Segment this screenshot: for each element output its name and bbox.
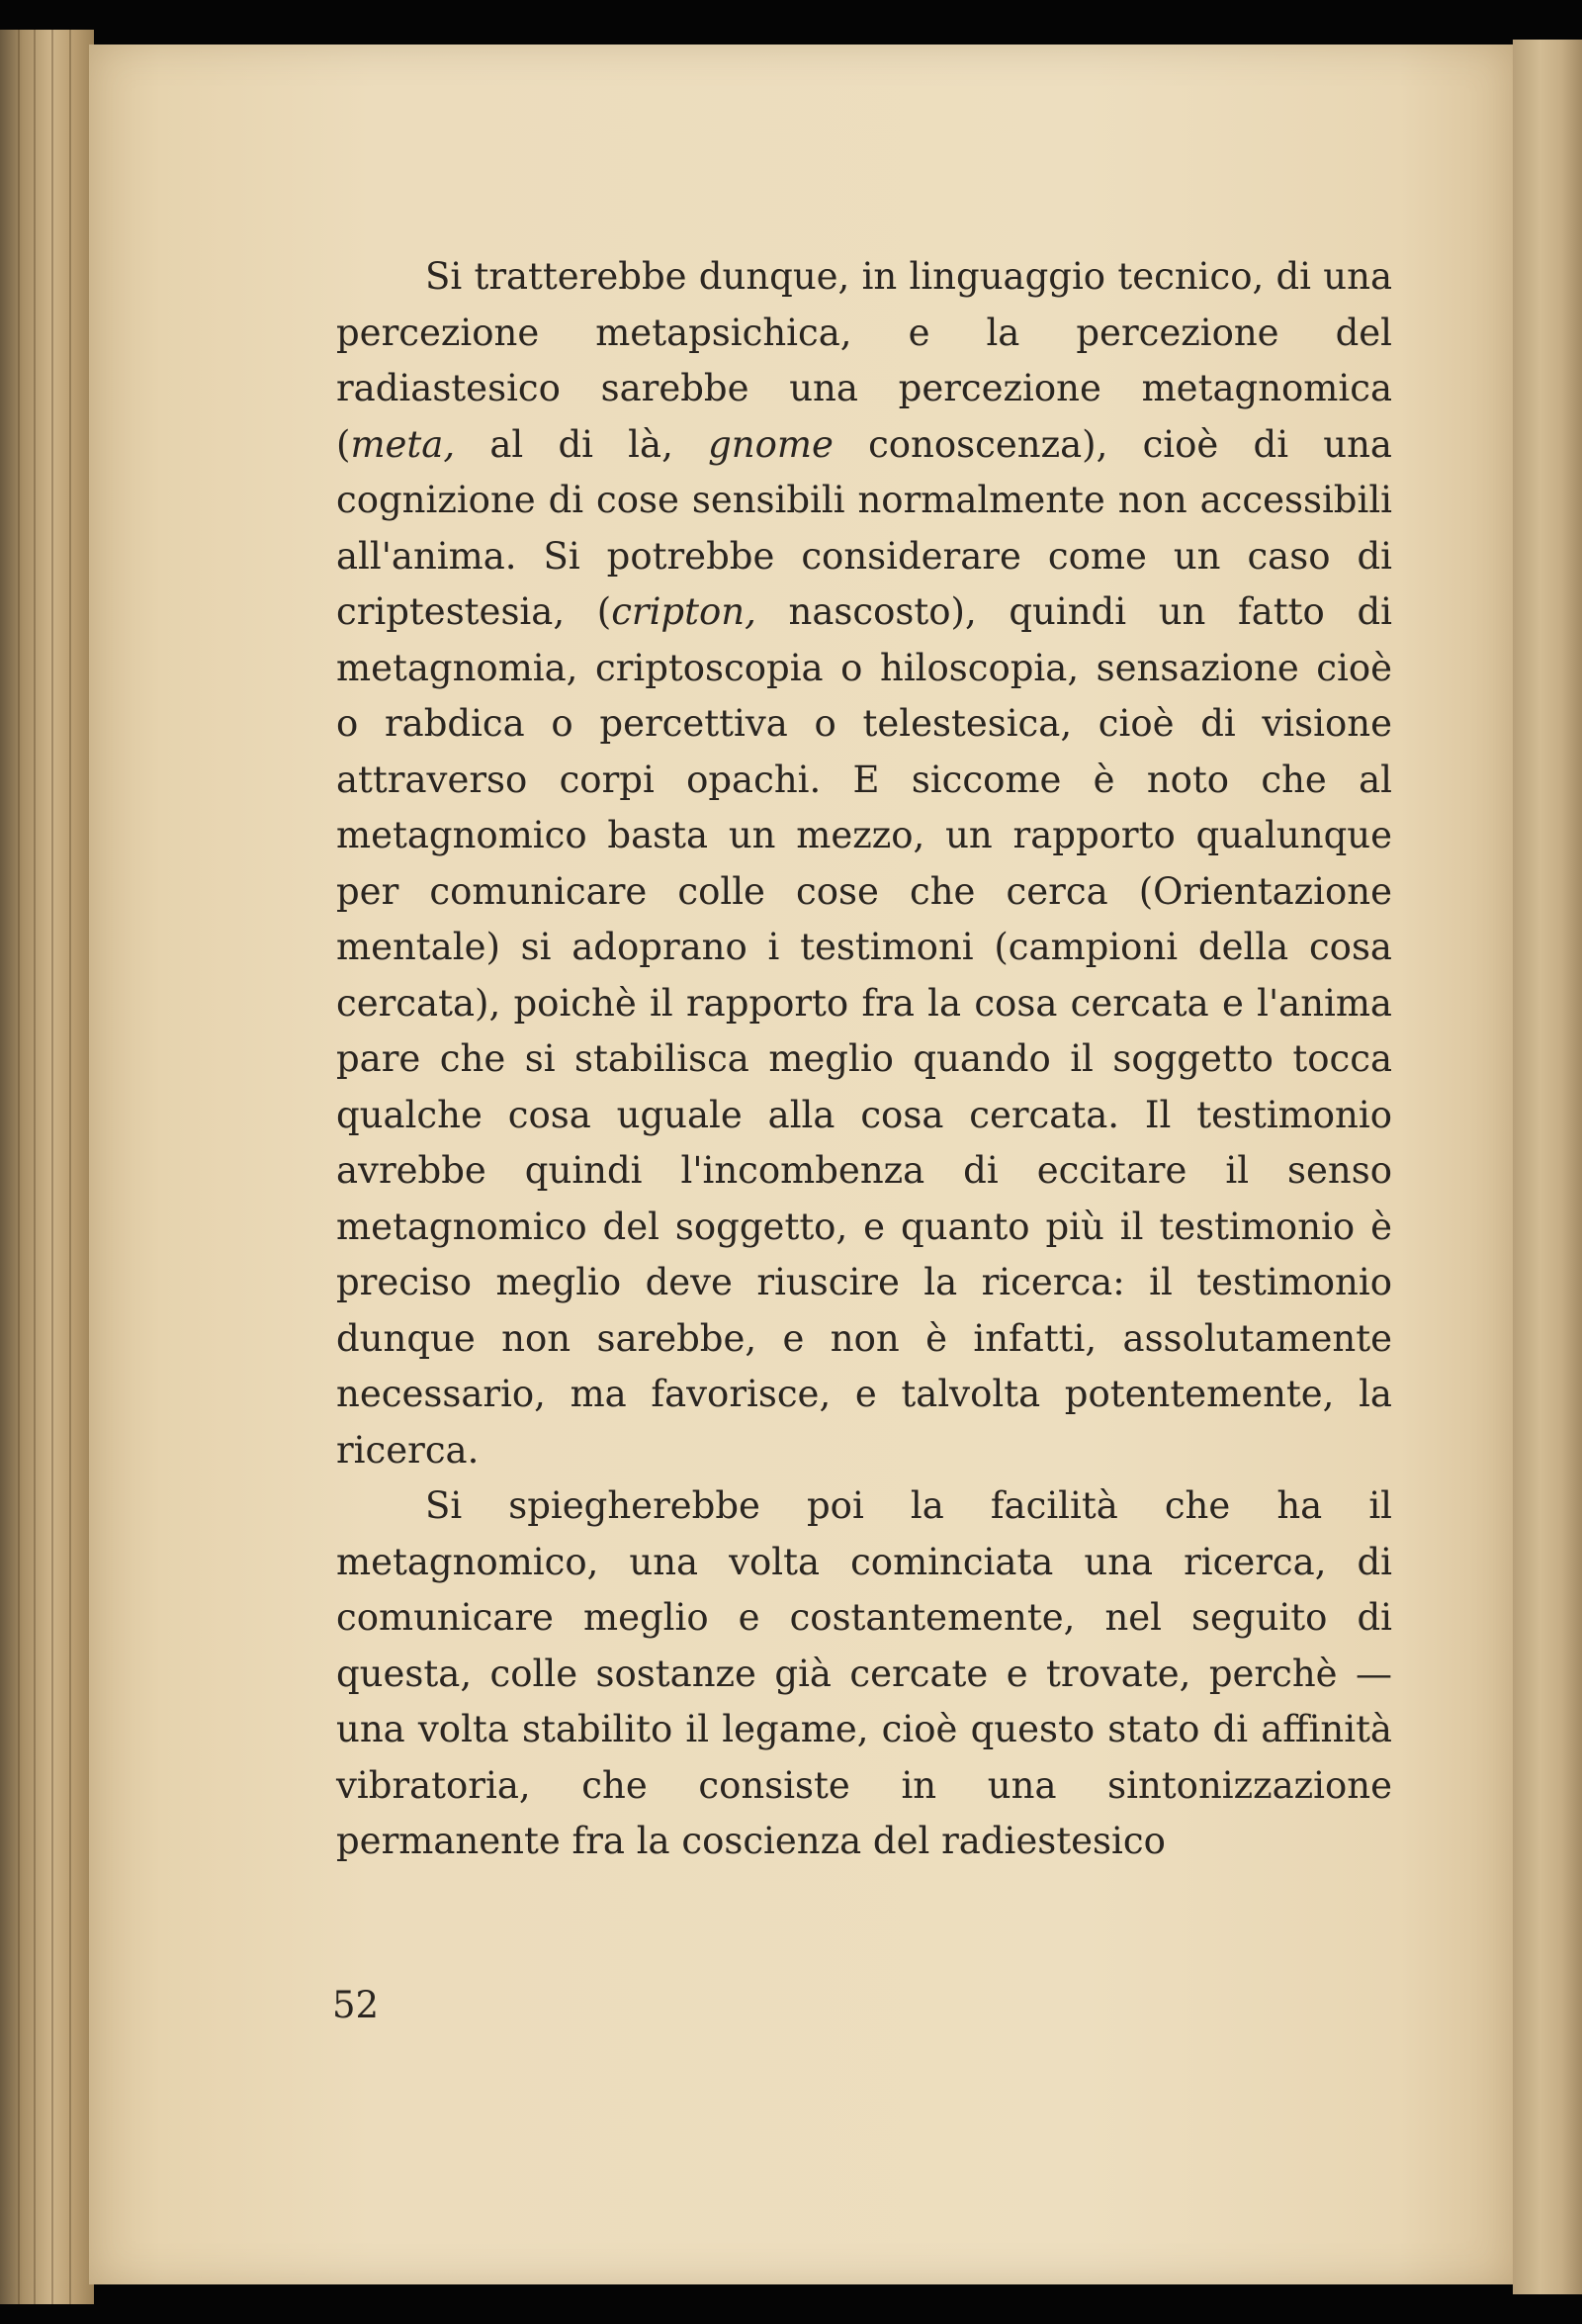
body-text — [336, 249, 1392, 1870]
book-spine-edge — [0, 30, 94, 2304]
paragraph: Si tratterebbe dunque, in linguaggio tecnico, di una percezione metapsichica, e la percezione del radiastesico sarebbe una percezione metagnomica (meta, al di là, gnome conoscenza), cioè di una cognizione di cose sensibili normalmente non accessibili all'anima. Si potrebbe considerare come un caso di criptestesia, (cripton, nascosto), quindi un fatto di metagnomia, criptoscopia o hiloscopia, sensazione cioè o rabdica o percettiva o telestesica, cioè di visione attraverso corpi opachi. E siccome è noto che al metagnomico basta un mezzo, un rapporto qualunque per comunicare colle cose che cerca (Orientazione mentale) si adoprano i testimoni (campioni della cosa cercata), poichè il rapporto fra la cosa cercata e l'anima pare che si stabilisca meglio quando il soggetto tocca qualche cosa uguale alla cosa cercata. Il testimonio avrebbe quindi l'incombenza di eccitare il senso metagnomico del soggetto, e quanto più il testimonio è preciso meglio deve riuscire la ricerca: il testimonio dunque non sarebbe, e non è infatti, assolutamente necessario, ma favorisce, e talvolta potentemente, la ricerca. — [336, 255, 1392, 1472]
page-stack-edge — [1513, 40, 1582, 2294]
paragraph: Si spiegherebbe poi la facilità che ha il metagnomico, una volta cominciata una ricerca, di comunicare meglio e costantemente, nel seguito di questa, colle sostanze già cercate e trovate, perchè — una volta stabilito il legame, cioè questo stato di affinità vibratoria, che consiste in una sintonizzazione permanente fra la coscienza del radiestesico — [336, 1484, 1392, 1862]
page-number: 52 — [332, 1984, 380, 2026]
